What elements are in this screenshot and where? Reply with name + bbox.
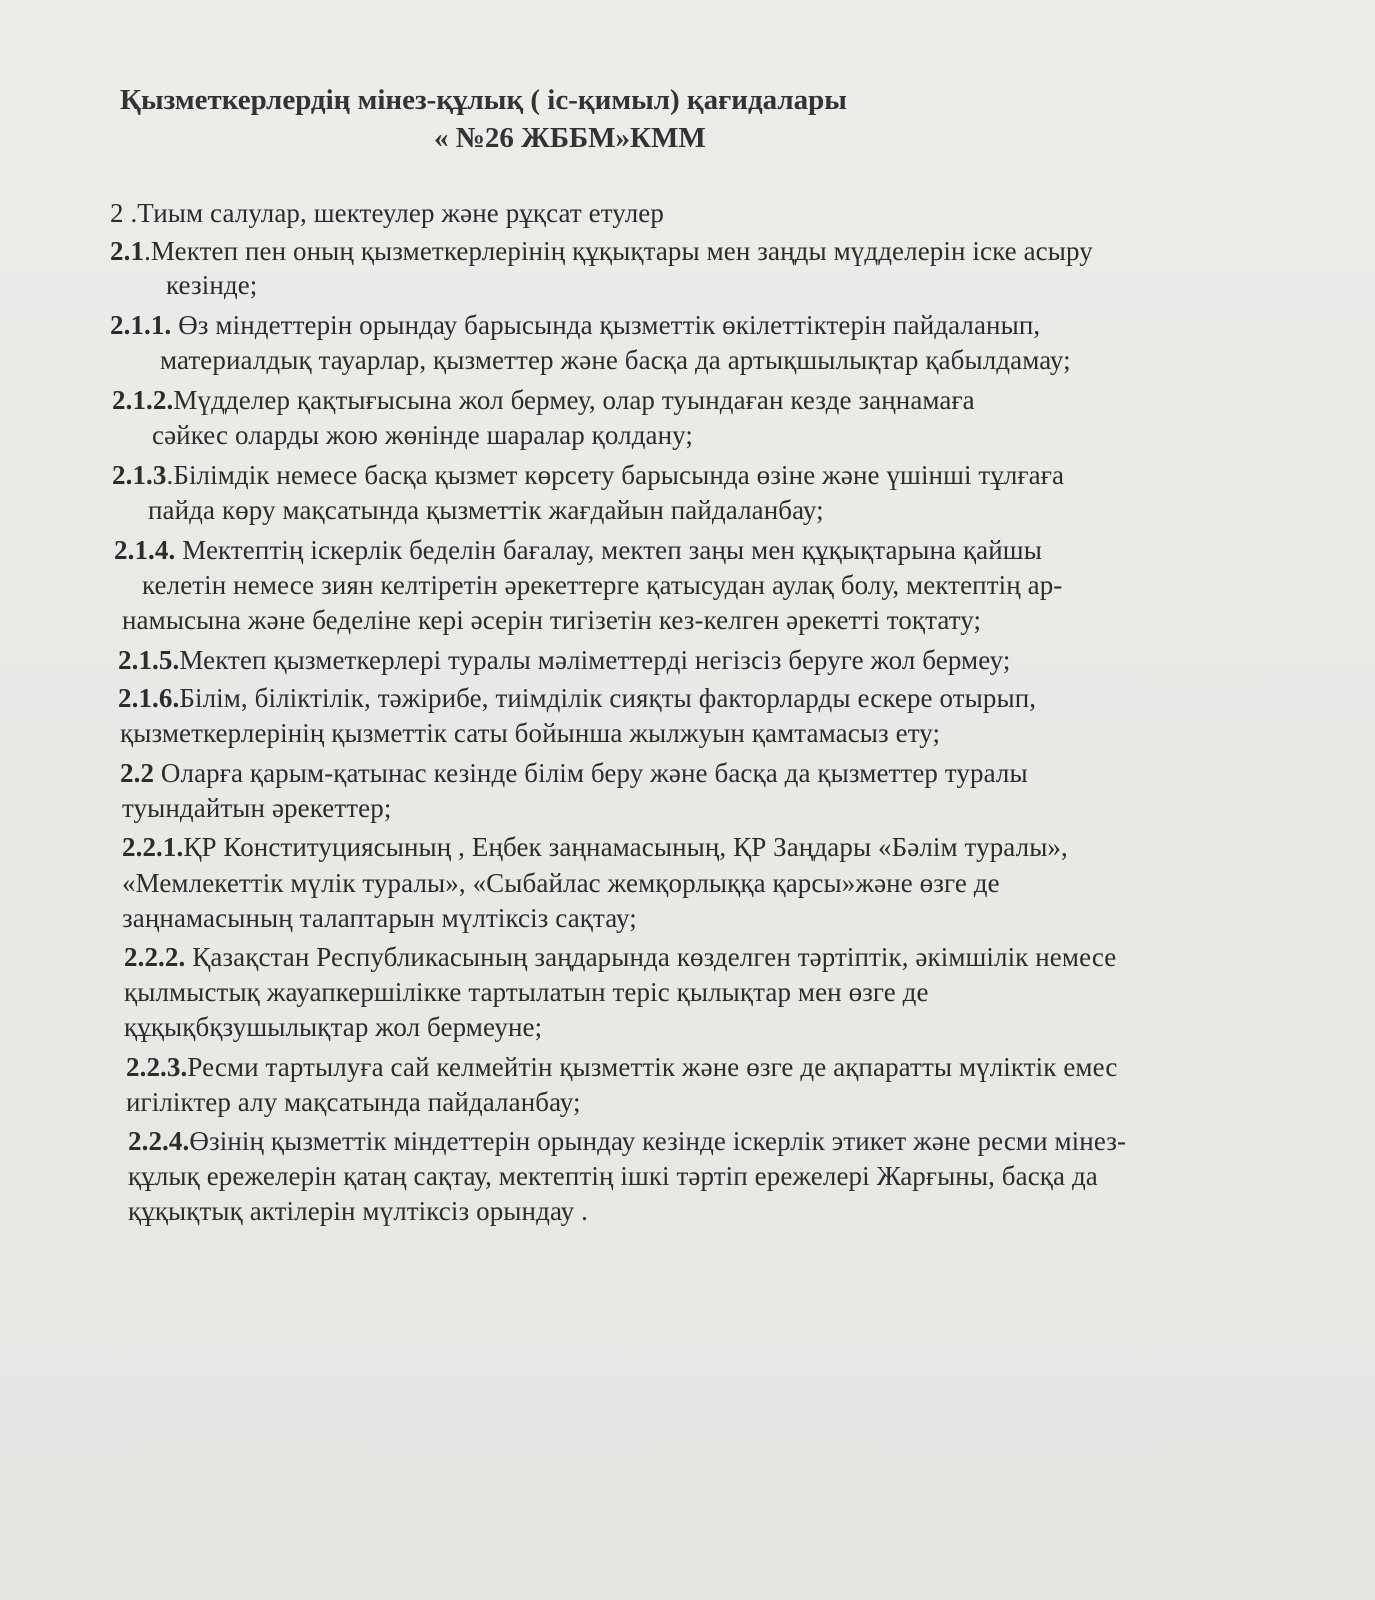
document-line [118,683,1036,714]
document-line [110,310,1040,341]
document-line [148,495,824,526]
document-line [126,1087,581,1118]
line-text: Қазақстан Республикасының заңдарында көзделген тәртіптік, әкімшілік немесе [185,942,1117,972]
line-text: пайда көру мақсатында қызметтік жағдайын пайдаланбау; [148,495,824,525]
line-text: Мектептің іскерлік беделін бағалау, мектеп заңы мен құқықтарына қайшы [175,535,1042,565]
line-text: Ресми тартылуға сай келмейтін қызметтік және өзге де ақпаратты мүліктік емес [187,1052,1118,1082]
line-text: Өз міндеттерін орындау барысында қызметтік өкілеттіктерін пайдаланып, [171,310,1041,340]
clause-number: 2.2.1. [122,832,184,862]
line-text: кезінде; [166,270,258,300]
line-text: қылмыстық жауапкершілікке тартылатын теріс қылықтар мен өзге де [124,977,929,1007]
document-line [124,1012,542,1043]
line-text: сәйкес оларды жою жөнінде шаралар қолдану; [152,420,694,450]
clause-number: 2.1.1. [110,310,172,340]
line-text: «Мемлекеттік мүлік туралы», «Сыбайлас жемқорлыққа қарсы»және өзге де [122,868,1000,898]
line-text: келетін немесе зиян келтіретін әрекеттерге қатысудан аулақ болу, мектептің ар- [142,570,1063,600]
line-text: .Білімдік немесе басқа қызмет көрсету барысында өзіне және үшінші тұлғаға [166,460,1065,490]
document-line [112,460,1064,491]
clause-number: 2.2 [120,758,155,788]
document-line [122,793,391,824]
document-line [112,385,975,416]
line-text: намысына және беделіне кері әсерін тигізетін кез-келген әрекетті тоқтату; [122,605,982,635]
document-line [114,535,1042,566]
clause-number: 2.2.2. [124,942,186,972]
document-line [124,977,929,1008]
document-line [110,236,1093,267]
line-text: .Мектеп пен оның қызметкерлерінің құқықтары мен заңды мүдделерін іске асыру [144,236,1093,266]
line-text: құлық ережелерін қатаң сақтау, мектептің ішкі тәртіп ережелері Жарғыны, басқа да [128,1161,1098,1191]
line-text: құқықбқзушылықтар жол бермеуне; [124,1012,543,1042]
document-line [122,903,637,934]
line-text: қызметкерлерінің қызметтік саты бойынша жылжуын қамтамасыз ету; [120,718,941,748]
document-line [122,605,981,636]
document-line [120,718,940,749]
line-text: ҚР Конституциясының , Еңбек заңнамасының, ҚР Заңдары «Бәлім туралы», [183,832,1068,862]
clause-number: 2.1.6. [118,683,180,713]
document-line [160,345,1071,376]
document-line [122,868,1000,899]
clause-number: 2.1 [110,236,145,266]
line-text: материалдық тауарлар, қызметтер және басқа да артықшылықтар қабылдамау; [160,345,1071,375]
document-title-line1: Қызметкерлердің мінез-құлық ( іс-қимыл) қағидалары [120,84,847,116]
document-line [128,1126,1126,1157]
line-text: Мүдделер қақтығысына жол бермеу, олар туындаған кезде заңнамаға [173,385,975,415]
document-line [120,758,1028,789]
line-text: заңнамасының талаптарын мүлтіксіз сақтау; [122,903,637,933]
line-text: құқықтық актілерін мүлтіксіз орындау . [128,1196,588,1226]
clause-number: 2.2.3. [126,1052,188,1082]
document-line [166,270,257,301]
document-line [126,1052,1117,1083]
clause-number: 2.1.4. [114,535,176,565]
clause-number: 2.1.2. [112,385,174,415]
line-text: 2 .Тиым салулар, шектеулер және рұқсат етулер [110,198,664,228]
clause-number: 2.1.3 [112,460,167,490]
document-line [110,198,664,229]
document-line [142,570,1062,601]
line-text: Білім, біліктілік, тәжірибе, тиімділік сияқты факторларды ескере отырып, [179,683,1037,713]
document-line [128,1161,1098,1192]
clause-number: 2.2.4. [128,1126,190,1156]
document-title-line2: « №26 ЖББМ»КММ [434,122,706,154]
line-text: игіліктер алу мақсатында пайдаланбау; [126,1087,581,1117]
document-line [118,645,1010,676]
document-line [122,832,1068,863]
line-text: Мектеп қызметкерлері туралы мәліметтерді негізсіз беруге жол бермеу; [179,645,1011,675]
line-text: Өзінің қызметтік міндеттерін орындау кезінде іскерлік этикет және ресми мінез- [189,1126,1127,1156]
clause-number: 2.1.5. [118,645,180,675]
document-line [128,1196,588,1227]
document-line [124,942,1116,973]
document-line [152,420,693,451]
line-text: туындайтын әрекеттер; [122,793,392,823]
line-text: Оларға қарым-қатынас кезінде білім беру және басқа да қызметтер туралы [154,758,1028,788]
